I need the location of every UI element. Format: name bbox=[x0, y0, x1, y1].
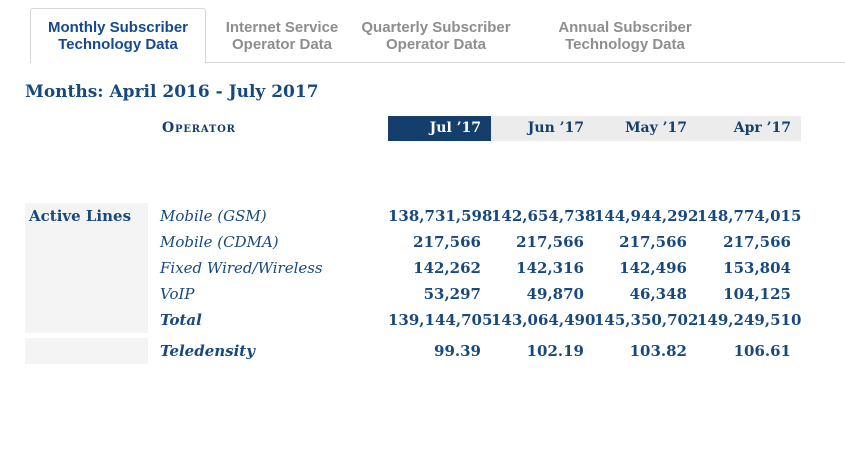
value-fixed-wired-wireless-col2: 142,496 bbox=[619, 259, 687, 277]
value-voip-col1: 49,870 bbox=[526, 285, 584, 303]
tab-label-line1: Internet Service bbox=[225, 18, 339, 36]
value-voip-col3: 104,125 bbox=[723, 285, 791, 303]
tab-label-line2: Technology Data bbox=[565, 35, 685, 53]
value-total-col1: 143,064,490 bbox=[491, 311, 596, 329]
value-voip-col2: 46,348 bbox=[629, 285, 687, 303]
value-teledensity-col0: 99.39 bbox=[434, 342, 481, 360]
value-mobile-cdma-col1: 217,566 bbox=[516, 233, 584, 251]
value-total-col3: 149,249,510 bbox=[697, 311, 802, 329]
row-group-cell-teledensity bbox=[25, 338, 160, 364]
subscriber-table bbox=[25, 116, 827, 364]
value-mobile-gsm-col1: 142,654,738 bbox=[491, 207, 596, 225]
tab-label-line1: Monthly Subscriber bbox=[47, 19, 189, 36]
value-voip-col0: 53,297 bbox=[423, 285, 481, 303]
column-header-jun17[interactable]: Jun ’17 bbox=[491, 116, 594, 141]
table-header-row bbox=[25, 116, 827, 141]
tab-label-line2: Operator Data bbox=[231, 35, 333, 53]
tab-bar bbox=[30, 8, 845, 63]
tab-label-line1: Quarterly Subscriber bbox=[361, 18, 511, 36]
value-fixed-wired-wireless-col1: 142,316 bbox=[516, 259, 584, 277]
row-group-label-active-lines: Active Lines bbox=[25, 203, 160, 333]
value-mobile-cdma-col0: 217,566 bbox=[413, 233, 481, 251]
value-mobile-gsm-col2: 144,944,292 bbox=[594, 207, 699, 225]
row-label-teledensity: Teledensity bbox=[160, 342, 255, 360]
tab-label-line1: Annual Subscriber bbox=[558, 18, 692, 36]
tab-internet-service-operator-data[interactable] bbox=[206, 8, 358, 63]
value-total-col0: 139,144,705 bbox=[388, 311, 493, 329]
column-header-apr17[interactable]: Apr ’17 bbox=[697, 116, 801, 141]
tab-quarterly-subscriber-operator-data[interactable] bbox=[358, 8, 514, 63]
value-total-col2: 145,350,702 bbox=[594, 311, 699, 329]
operator-column-header: Operator bbox=[162, 120, 236, 136]
tab-annual-subscriber-technology-data[interactable] bbox=[514, 8, 736, 63]
row-label-mobile-cdma: Mobile (CDMA) bbox=[160, 233, 279, 251]
value-teledensity-col2: 103.82 bbox=[629, 342, 687, 360]
tab-label-line2: Technology Data bbox=[58, 36, 178, 53]
value-mobile-gsm-col0: 138,731,598 bbox=[388, 207, 493, 225]
column-header-may17[interactable]: May ’17 bbox=[594, 116, 697, 141]
tab-label-line2: Operator Data bbox=[385, 35, 487, 53]
table-body bbox=[25, 203, 827, 364]
row-label-mobile-gsm: Mobile (GSM) bbox=[160, 207, 267, 225]
value-teledensity-col1: 102.19 bbox=[526, 342, 584, 360]
row-label-voip: VoIP bbox=[160, 285, 195, 303]
page-title: Months: April 2016 - July 2017 bbox=[25, 82, 319, 102]
value-teledensity-col3: 106.61 bbox=[733, 342, 791, 360]
tab-monthly-subscriber-technology-data[interactable] bbox=[30, 8, 206, 63]
row-label-fixed-wired-wireless: Fixed Wired/Wireless bbox=[160, 259, 323, 277]
row-label-total: Total bbox=[160, 311, 202, 329]
value-fixed-wired-wireless-col0: 142,262 bbox=[413, 259, 481, 277]
value-mobile-cdma-col2: 217,566 bbox=[619, 233, 687, 251]
value-fixed-wired-wireless-col3: 153,804 bbox=[723, 259, 791, 277]
column-header-jul17[interactable]: Jul ’17 bbox=[388, 116, 491, 141]
value-mobile-cdma-col3: 217,566 bbox=[723, 233, 791, 251]
value-mobile-gsm-col3: 148,774,015 bbox=[697, 207, 802, 225]
